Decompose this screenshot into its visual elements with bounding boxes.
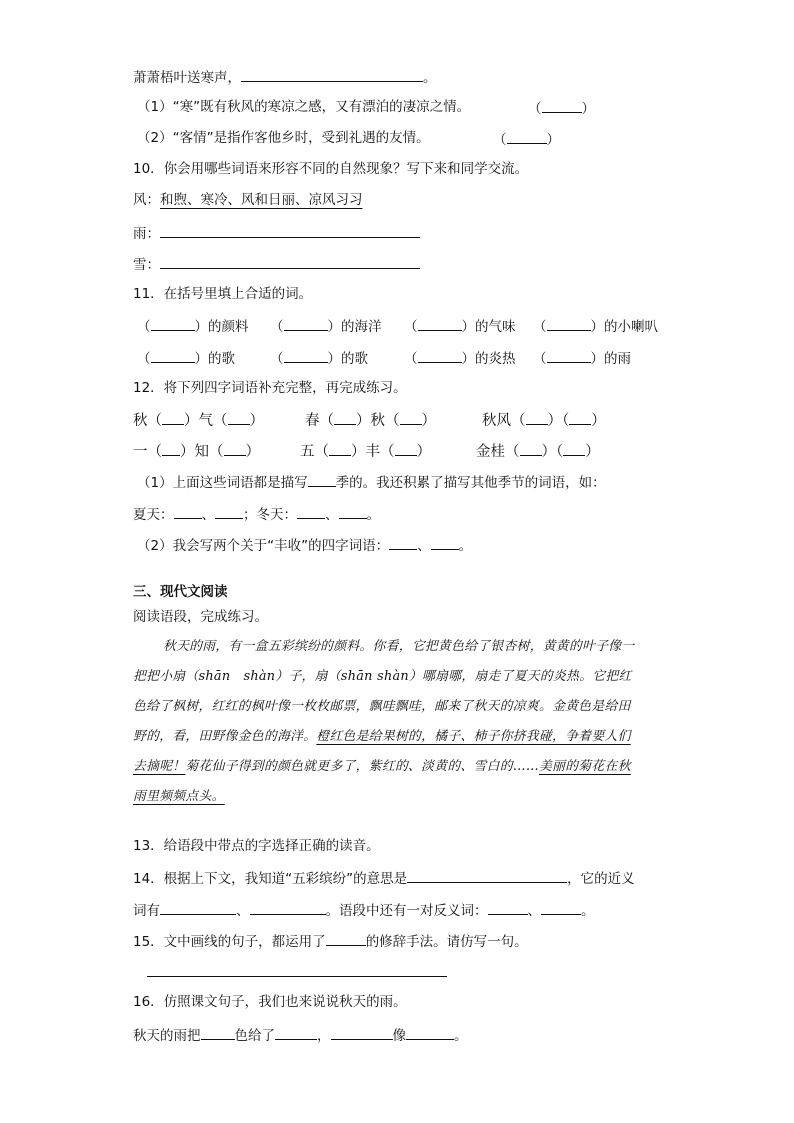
q12-sub2: （2）我会写两个关于“丰收”的四字词语： 、 。 — [137, 534, 472, 556]
q11-r2-c4[interactable]: （ ）的雨 — [533, 347, 631, 369]
underlined-sentence: 美丽的菊花在秋 — [539, 759, 631, 774]
q9-line1: 萧萧梧叶送寒声， 。 — [133, 66, 437, 88]
passage-line: 野的，看，田野像金色的海洋。橙红色是给果树的，橘子、柿子你挤我碰，争着要人们 — [133, 729, 631, 744]
passage-line: 秋天的雨，有一盒五彩缤纷的颜料。你看，它把黄色给了银杏树，黄黄的叶子像一 — [163, 639, 635, 654]
underlined-sentence: 去摘呢！ — [133, 759, 186, 774]
q11-question: 11．在括号里填上合适的词。 — [133, 286, 313, 302]
q12-r2-c2[interactable]: 五（ ）丰（ ） — [300, 440, 431, 462]
q10-snow: 雪： — [133, 253, 420, 275]
q10-rain: 雨： — [133, 222, 420, 244]
section-title: 三、现代文阅读 — [133, 584, 228, 600]
q12-r2-c1[interactable]: 一（ ）知（ ） — [133, 440, 260, 462]
q12-r1-c1[interactable]: 秋（ ）气（ ） — [133, 409, 264, 431]
q9-item1: （1）“寒”既有秋风的寒凉之感，又有漂泊的凄凉之情。 — [137, 99, 471, 115]
judge-paren[interactable]: （ ） — [528, 97, 595, 119]
q12-sub1: （1）上面这些词语都是描写 季的。我还积累了描写其他季节的词语，如： — [137, 471, 606, 493]
q10-wind: 风：和煦、寒冷、风和日丽、凉风习习 — [133, 192, 363, 208]
q14-line1: 14．根据上下文，我知道“五彩缤纷”的意思是 ，它的近义 — [133, 867, 635, 889]
answer-blank[interactable] — [241, 66, 423, 82]
answer-line[interactable] — [147, 976, 447, 977]
q16-question: 16．仿照课文句子，我们也来说说秋天的雨。 — [133, 994, 407, 1010]
passage-line: 把把小扇（shān shàn）子，扇（shān shàn）哪扇哪，扇走了夏天的炎热。它把红 — [133, 669, 632, 684]
q11-r2-c3[interactable]: （ ）的炎热 — [404, 347, 516, 369]
answer-blank[interactable] — [160, 222, 420, 238]
passage-line: 色给了枫树，红红的枫叶像一枚枚邮票，飘哇飘哇，邮来了秋天的凉爽。金黄色是给田 — [133, 699, 631, 714]
underlined-sentence: 雨里频频点头。 — [133, 789, 225, 804]
q12-r1-c2[interactable]: 春（ ）秋（ ） — [305, 409, 436, 431]
q12-seasons: 夏天： 、 ；冬天： 、 。 — [133, 503, 380, 525]
q11-r1-c3[interactable]: （ ）的气味 — [404, 315, 516, 337]
q12-question: 12．将下列四字词语补充完整，再完成练习。 — [133, 380, 407, 396]
section-intro: 阅读语段，完成练习。 — [133, 609, 268, 625]
reading-passage — [133, 632, 663, 832]
q12-r2-c3[interactable]: 金桂（ ）（ ） — [476, 440, 600, 462]
q11-r1-c2[interactable]: （ ）的海洋 — [270, 315, 382, 337]
answer-blank[interactable] — [308, 471, 336, 487]
q13-question: 13．给语段中带点的字选择正确的读音。 — [133, 838, 380, 854]
judge-paren[interactable]: （ ） — [493, 128, 560, 150]
passage-line: 去摘呢！菊花仙子得到的颜色就更多了，紫红的、淡黄的、雪白的……美丽的菊花在秋 — [133, 759, 631, 774]
q11-r1-c4[interactable]: （ ）的小喇叭 — [533, 315, 658, 337]
q11-r1-c1[interactable]: （ ）的颜料 — [137, 315, 249, 337]
answer-blank[interactable] — [326, 930, 366, 946]
answer-blank[interactable] — [160, 253, 420, 269]
underlined-sentence: 橙红色是给果树的，橘子、柿子你挤我碰，争着要人们 — [316, 729, 631, 744]
q10-question: 10．你会用哪些词语来形容不同的自然现象？写下来和同学交流。 — [133, 161, 529, 177]
q11-r2-c2[interactable]: （ ）的歌 — [270, 347, 368, 369]
passage-line — [133, 782, 225, 812]
q14-line2: 词有 、 。语段中还有一对反义词： 、 。 — [133, 899, 595, 921]
q9-item2: （2）“客情”是指作客他乡时，受到礼遇的友情。 — [137, 130, 430, 146]
q15-question: 15．文中画线的句子，都运用了 的修辞手法。请仿写一句。 — [133, 930, 528, 952]
answer-blank[interactable] — [407, 867, 567, 883]
q16-sentence: 秋天的雨把 色给了 ， 像 。 — [133, 1024, 468, 1046]
q12-r1-c3[interactable]: 秋风（ ）（ ） — [482, 409, 606, 431]
q11-r2-c1[interactable]: （ ）的歌 — [137, 347, 235, 369]
